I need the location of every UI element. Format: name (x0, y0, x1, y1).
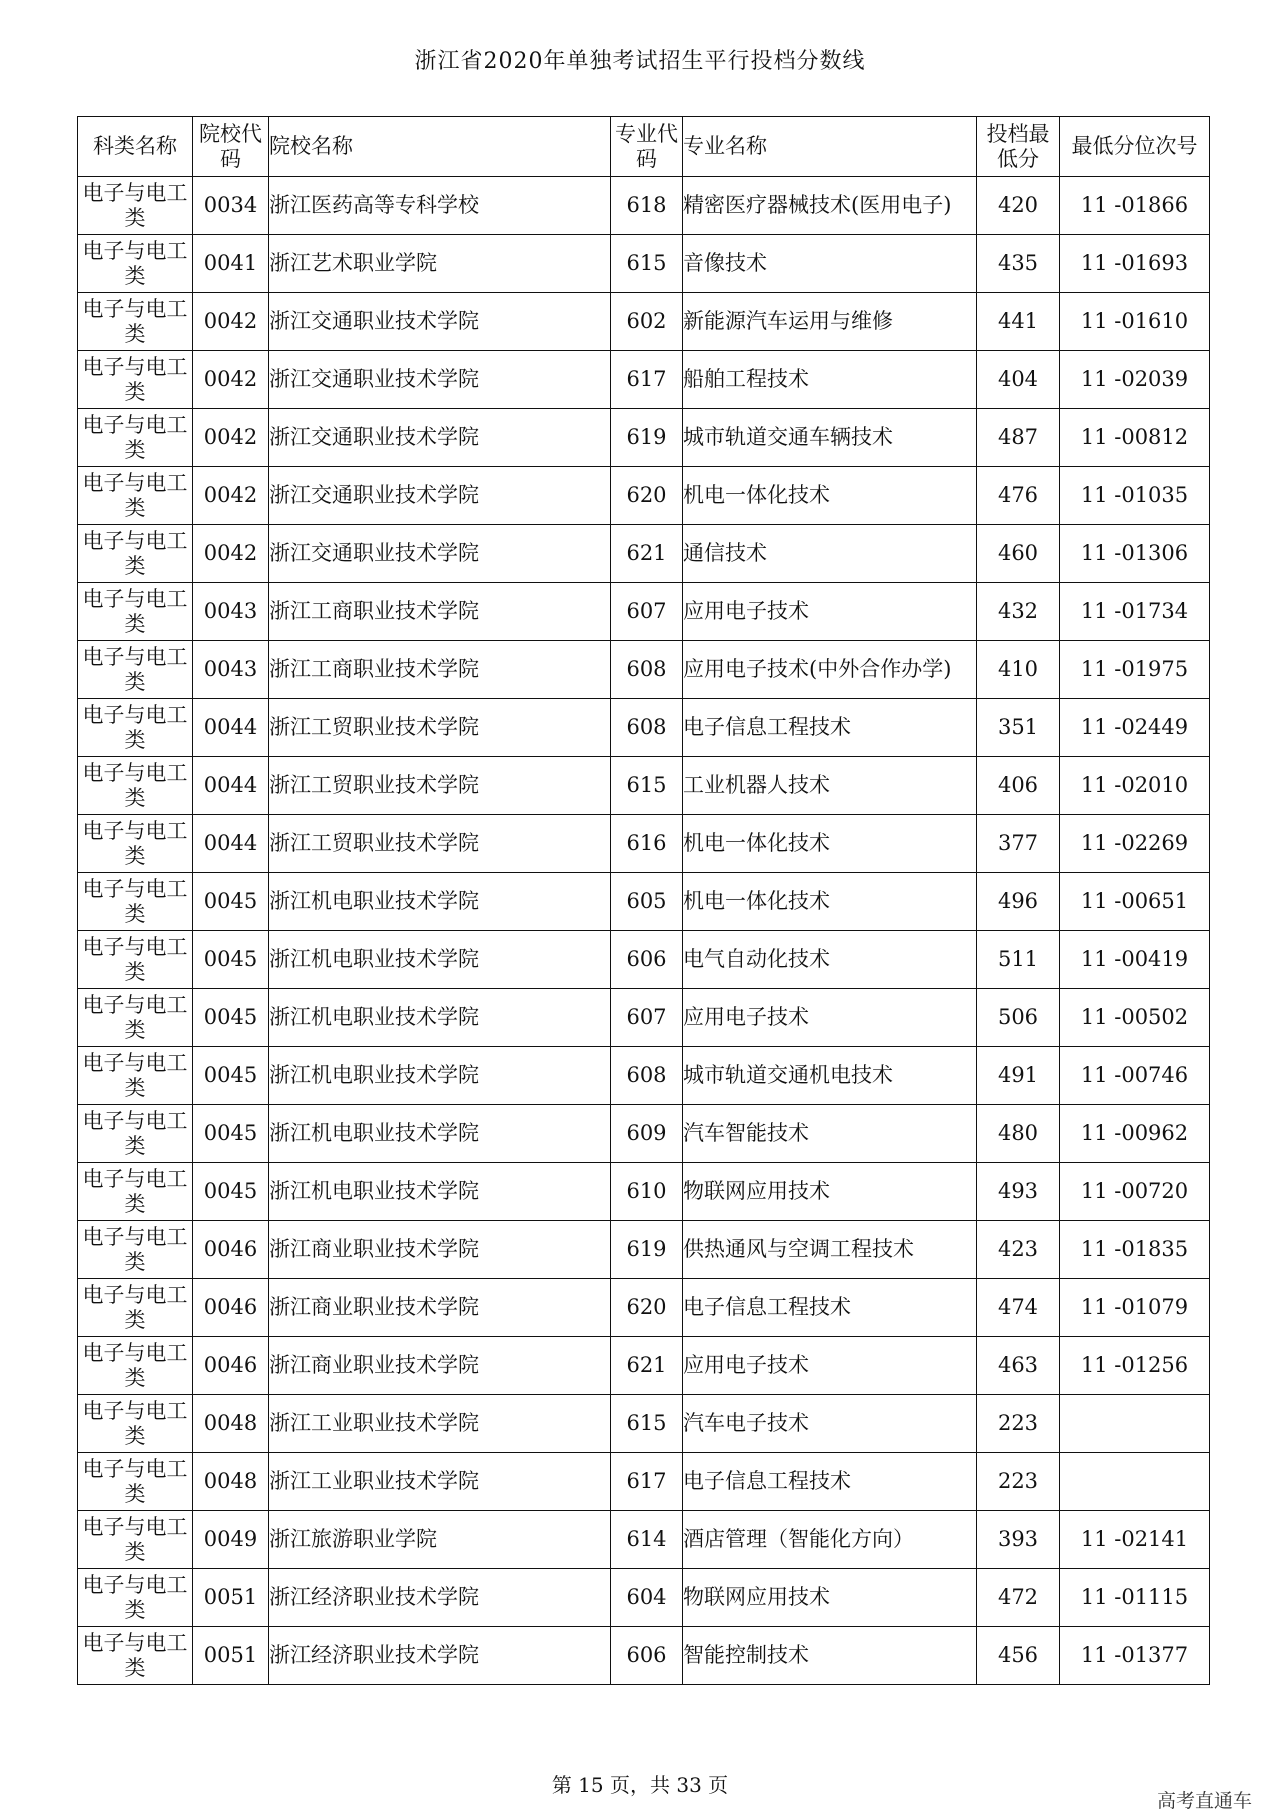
major-code-cell: 606 (611, 931, 683, 989)
school-code-cell: 0045 (193, 931, 269, 989)
major-code-cell: 615 (611, 1395, 683, 1453)
school-name-cell: 浙江交通职业技术学院 (269, 351, 611, 409)
school-name-cell: 浙江交通职业技术学院 (269, 467, 611, 525)
major-name-cell: 汽车智能技术 (683, 1105, 977, 1163)
min-score-cell: 406 (977, 757, 1060, 815)
min-score-cell: 423 (977, 1221, 1060, 1279)
major-name-cell: 物联网应用技术 (683, 1163, 977, 1221)
min-score-cell: 491 (977, 1047, 1060, 1105)
school-name-cell: 浙江商业职业技术学院 (269, 1279, 611, 1337)
school-name-cell: 浙江艺术职业学院 (269, 235, 611, 293)
min-rank-cell: 11 -01734 (1060, 583, 1210, 641)
table-row (78, 1395, 1210, 1453)
min-score-cell: 506 (977, 989, 1060, 1047)
table-body (78, 177, 1210, 1685)
school-code-cell: 0042 (193, 351, 269, 409)
category-cell: 电子与电工类 (78, 757, 193, 815)
major-name-cell: 电子信息工程技术 (683, 1279, 977, 1337)
category-cell: 电子与电工类 (78, 641, 193, 699)
min-score-cell: 487 (977, 409, 1060, 467)
min-rank-cell: 11 -00651 (1060, 873, 1210, 931)
school-code-cell: 0046 (193, 1337, 269, 1395)
table-row (78, 467, 1210, 525)
school-name-cell: 浙江工商职业技术学院 (269, 583, 611, 641)
major-name-cell: 供热通风与空调工程技术 (683, 1221, 977, 1279)
min-score-cell: 456 (977, 1627, 1060, 1685)
min-rank-cell: 11 -01610 (1060, 293, 1210, 351)
min-rank-cell: 11 -01115 (1060, 1569, 1210, 1627)
header-major-name: 专业名称 (683, 117, 977, 177)
min-rank-cell: 11 -02141 (1060, 1511, 1210, 1569)
min-rank-cell (1060, 1395, 1210, 1453)
header-min-score: 投档最低分 (977, 117, 1060, 177)
major-code-cell: 618 (611, 177, 683, 235)
table-row (78, 293, 1210, 351)
category-cell: 电子与电工类 (78, 583, 193, 641)
min-rank-cell: 11 -02039 (1060, 351, 1210, 409)
min-score-cell: 474 (977, 1279, 1060, 1337)
category-cell: 电子与电工类 (78, 293, 193, 351)
min-rank-cell: 11 -01256 (1060, 1337, 1210, 1395)
major-name-cell: 音像技术 (683, 235, 977, 293)
table-row (78, 1569, 1210, 1627)
table-row (78, 641, 1210, 699)
school-name-cell: 浙江工贸职业技术学院 (269, 815, 611, 873)
major-name-cell: 酒店管理（智能化方向） (683, 1511, 977, 1569)
major-code-cell: 610 (611, 1163, 683, 1221)
major-code-cell: 609 (611, 1105, 683, 1163)
school-code-cell: 0042 (193, 409, 269, 467)
school-name-cell: 浙江商业职业技术学院 (269, 1337, 611, 1395)
school-code-cell: 0044 (193, 815, 269, 873)
table-row (78, 177, 1210, 235)
category-cell: 电子与电工类 (78, 1569, 193, 1627)
school-name-cell: 浙江经济职业技术学院 (269, 1627, 611, 1685)
category-cell: 电子与电工类 (78, 1047, 193, 1105)
min-score-cell: 460 (977, 525, 1060, 583)
min-rank-cell (1060, 1453, 1210, 1511)
school-code-cell: 0044 (193, 757, 269, 815)
min-rank-cell: 11 -02449 (1060, 699, 1210, 757)
major-name-cell: 智能控制技术 (683, 1627, 977, 1685)
school-name-cell: 浙江工贸职业技术学院 (269, 757, 611, 815)
category-cell: 电子与电工类 (78, 409, 193, 467)
min-score-cell: 463 (977, 1337, 1060, 1395)
major-name-cell: 新能源汽车运用与维修 (683, 293, 977, 351)
min-rank-cell: 11 -00962 (1060, 1105, 1210, 1163)
min-rank-cell: 11 -01693 (1060, 235, 1210, 293)
major-code-cell: 615 (611, 757, 683, 815)
major-name-cell: 汽车电子技术 (683, 1395, 977, 1453)
major-code-cell: 615 (611, 235, 683, 293)
major-name-cell: 机电一体化技术 (683, 467, 977, 525)
school-code-cell: 0045 (193, 1047, 269, 1105)
school-code-cell: 0045 (193, 873, 269, 931)
school-name-cell: 浙江机电职业技术学院 (269, 1163, 611, 1221)
min-score-cell: 351 (977, 699, 1060, 757)
major-name-cell: 应用电子技术 (683, 1337, 977, 1395)
min-rank-cell: 11 -00419 (1060, 931, 1210, 989)
table-row (78, 1511, 1210, 1569)
major-name-cell: 精密医疗器械技术(医用电子) (683, 177, 977, 235)
category-cell: 电子与电工类 (78, 1279, 193, 1337)
min-rank-cell: 11 -00746 (1060, 1047, 1210, 1105)
school-name-cell: 浙江工业职业技术学院 (269, 1453, 611, 1511)
table-row (78, 235, 1210, 293)
major-name-cell: 电气自动化技术 (683, 931, 977, 989)
admission-score-table (77, 116, 1210, 1685)
major-code-cell: 619 (611, 1221, 683, 1279)
table-row (78, 1279, 1210, 1337)
category-cell: 电子与电工类 (78, 467, 193, 525)
major-code-cell: 607 (611, 583, 683, 641)
min-score-cell: 393 (977, 1511, 1060, 1569)
category-cell: 电子与电工类 (78, 1163, 193, 1221)
category-cell: 电子与电工类 (78, 525, 193, 583)
table-row (78, 815, 1210, 873)
watermark: 高考直通车 (1156, 1790, 1252, 1812)
table-row (78, 873, 1210, 931)
min-rank-cell: 11 -02269 (1060, 815, 1210, 873)
major-name-cell: 应用电子技术(中外合作办学) (683, 641, 977, 699)
min-score-cell: 223 (977, 1453, 1060, 1511)
min-rank-cell: 11 -00720 (1060, 1163, 1210, 1221)
page-footer: 第 15 页，共 33 页 (551, 1773, 729, 1797)
table-row (78, 989, 1210, 1047)
major-name-cell: 城市轨道交通车辆技术 (683, 409, 977, 467)
major-name-cell: 电子信息工程技术 (683, 1453, 977, 1511)
table-row (78, 1337, 1210, 1395)
table-header-row (78, 117, 1210, 177)
category-cell: 电子与电工类 (78, 873, 193, 931)
table-row (78, 409, 1210, 467)
school-name-cell: 浙江经济职业技术学院 (269, 1569, 611, 1627)
min-rank-cell: 11 -01866 (1060, 177, 1210, 235)
major-name-cell: 电子信息工程技术 (683, 699, 977, 757)
school-name-cell: 浙江机电职业技术学院 (269, 989, 611, 1047)
major-code-cell: 608 (611, 641, 683, 699)
school-code-cell: 0051 (193, 1569, 269, 1627)
category-cell: 电子与电工类 (78, 1627, 193, 1685)
min-score-cell: 223 (977, 1395, 1060, 1453)
table-row (78, 931, 1210, 989)
table-row (78, 699, 1210, 757)
min-rank-cell: 11 -00812 (1060, 409, 1210, 467)
major-code-cell: 617 (611, 1453, 683, 1511)
min-rank-cell: 11 -02010 (1060, 757, 1210, 815)
category-cell: 电子与电工类 (78, 1511, 193, 1569)
school-code-cell: 0045 (193, 1163, 269, 1221)
school-name-cell: 浙江工商职业技术学院 (269, 641, 611, 699)
page-title: 浙江省2020年单独考试招生平行投档分数线 (414, 49, 866, 74)
table-row (78, 351, 1210, 409)
min-score-cell: 511 (977, 931, 1060, 989)
major-name-cell: 城市轨道交通机电技术 (683, 1047, 977, 1105)
min-score-cell: 480 (977, 1105, 1060, 1163)
major-name-cell: 应用电子技术 (683, 583, 977, 641)
category-cell: 电子与电工类 (78, 1105, 193, 1163)
school-name-cell: 浙江机电职业技术学院 (269, 931, 611, 989)
min-score-cell: 441 (977, 293, 1060, 351)
major-name-cell: 船舶工程技术 (683, 351, 977, 409)
school-name-cell: 浙江工贸职业技术学院 (269, 699, 611, 757)
header-category: 科类名称 (78, 117, 193, 177)
category-cell: 电子与电工类 (78, 1395, 193, 1453)
min-score-cell: 404 (977, 351, 1060, 409)
school-code-cell: 0045 (193, 1105, 269, 1163)
table-row (78, 1221, 1210, 1279)
category-cell: 电子与电工类 (78, 177, 193, 235)
min-score-cell: 410 (977, 641, 1060, 699)
school-code-cell: 0046 (193, 1279, 269, 1337)
school-name-cell: 浙江商业职业技术学院 (269, 1221, 611, 1279)
school-name-cell: 浙江机电职业技术学院 (269, 1047, 611, 1105)
major-code-cell: 607 (611, 989, 683, 1047)
major-code-cell: 604 (611, 1569, 683, 1627)
school-name-cell: 浙江工业职业技术学院 (269, 1395, 611, 1453)
min-score-cell: 472 (977, 1569, 1060, 1627)
category-cell: 电子与电工类 (78, 1221, 193, 1279)
major-code-cell: 614 (611, 1511, 683, 1569)
header-school-name: 院校名称 (269, 117, 611, 177)
table-row (78, 1047, 1210, 1105)
school-code-cell: 0043 (193, 583, 269, 641)
major-code-cell: 619 (611, 409, 683, 467)
major-code-cell: 621 (611, 525, 683, 583)
min-rank-cell: 11 -01306 (1060, 525, 1210, 583)
school-code-cell: 0042 (193, 525, 269, 583)
min-rank-cell: 11 -01035 (1060, 467, 1210, 525)
major-code-cell: 616 (611, 815, 683, 873)
major-name-cell: 物联网应用技术 (683, 1569, 977, 1627)
category-cell: 电子与电工类 (78, 815, 193, 873)
category-cell: 电子与电工类 (78, 1337, 193, 1395)
school-code-cell: 0046 (193, 1221, 269, 1279)
category-cell: 电子与电工类 (78, 351, 193, 409)
major-code-cell: 605 (611, 873, 683, 931)
table-row (78, 525, 1210, 583)
school-name-cell: 浙江交通职业技术学院 (269, 293, 611, 351)
min-score-cell: 420 (977, 177, 1060, 235)
table-row (78, 583, 1210, 641)
table-row (78, 757, 1210, 815)
min-rank-cell: 11 -01079 (1060, 1279, 1210, 1337)
min-rank-cell: 11 -01377 (1060, 1627, 1210, 1685)
table-row (78, 1163, 1210, 1221)
school-code-cell: 0048 (193, 1395, 269, 1453)
table-row (78, 1105, 1210, 1163)
major-code-cell: 608 (611, 1047, 683, 1105)
major-code-cell: 606 (611, 1627, 683, 1685)
school-code-cell: 0043 (193, 641, 269, 699)
min-score-cell: 377 (977, 815, 1060, 873)
school-name-cell: 浙江交通职业技术学院 (269, 525, 611, 583)
min-score-cell: 432 (977, 583, 1060, 641)
major-code-cell: 621 (611, 1337, 683, 1395)
school-code-cell: 0042 (193, 293, 269, 351)
min-rank-cell: 11 -01975 (1060, 641, 1210, 699)
min-rank-cell: 11 -01835 (1060, 1221, 1210, 1279)
school-name-cell: 浙江医药高等专科学校 (269, 177, 611, 235)
min-score-cell: 476 (977, 467, 1060, 525)
school-code-cell: 0034 (193, 177, 269, 235)
category-cell: 电子与电工类 (78, 989, 193, 1047)
header-major-code: 专业代码 (611, 117, 683, 177)
category-cell: 电子与电工类 (78, 931, 193, 989)
major-code-cell: 620 (611, 467, 683, 525)
major-name-cell: 机电一体化技术 (683, 815, 977, 873)
major-code-cell: 617 (611, 351, 683, 409)
school-code-cell: 0045 (193, 989, 269, 1047)
major-name-cell: 通信技术 (683, 525, 977, 583)
school-name-cell: 浙江机电职业技术学院 (269, 1105, 611, 1163)
school-code-cell: 0042 (193, 467, 269, 525)
min-score-cell: 496 (977, 873, 1060, 931)
major-code-cell: 602 (611, 293, 683, 351)
category-cell: 电子与电工类 (78, 235, 193, 293)
major-code-cell: 608 (611, 699, 683, 757)
school-name-cell: 浙江旅游职业学院 (269, 1511, 611, 1569)
school-name-cell: 浙江交通职业技术学院 (269, 409, 611, 467)
header-min-rank: 最低分位次号 (1060, 117, 1210, 177)
category-cell: 电子与电工类 (78, 699, 193, 757)
major-name-cell: 应用电子技术 (683, 989, 977, 1047)
major-name-cell: 机电一体化技术 (683, 873, 977, 931)
school-name-cell: 浙江机电职业技术学院 (269, 873, 611, 931)
major-name-cell: 工业机器人技术 (683, 757, 977, 815)
min-score-cell: 493 (977, 1163, 1060, 1221)
header-school-code: 院校代码 (193, 117, 269, 177)
school-code-cell: 0048 (193, 1453, 269, 1511)
category-cell: 电子与电工类 (78, 1453, 193, 1511)
school-code-cell: 0041 (193, 235, 269, 293)
min-score-cell: 435 (977, 235, 1060, 293)
min-rank-cell: 11 -00502 (1060, 989, 1210, 1047)
school-code-cell: 0051 (193, 1627, 269, 1685)
table-row (78, 1627, 1210, 1685)
major-code-cell: 620 (611, 1279, 683, 1337)
school-code-cell: 0049 (193, 1511, 269, 1569)
table-row (78, 1453, 1210, 1511)
school-code-cell: 0044 (193, 699, 269, 757)
